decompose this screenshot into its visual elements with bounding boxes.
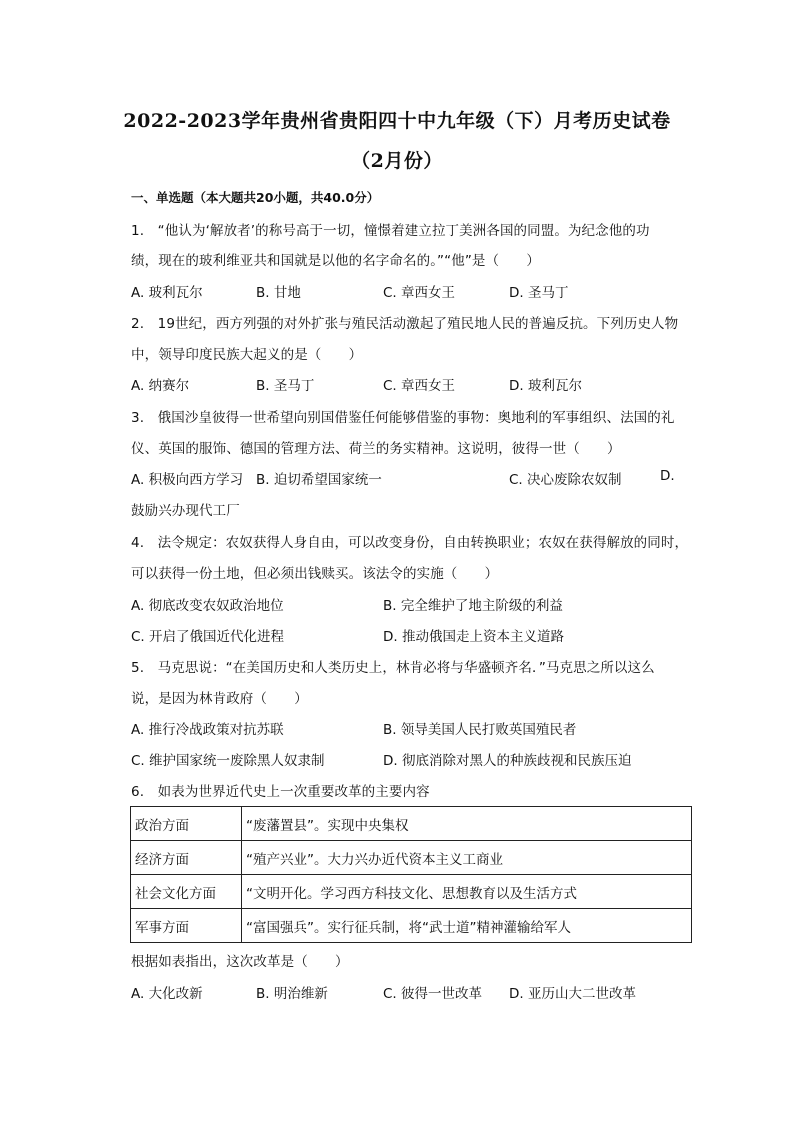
table-cell-aspect: 军事方面 <box>131 909 242 943</box>
section-heading: 一、单选题（本大题共20小题，共40.0分） <box>131 190 380 205</box>
question-1-option-a[interactable]: A. 玻利瓦尔 <box>131 285 203 301</box>
question-2-option-d[interactable]: D. 玻利瓦尔 <box>509 378 582 394</box>
question-2-option-a[interactable]: A. 纳赛尔 <box>131 378 190 394</box>
question-3-line-2: 仪、英国的服饰、德国的管理方法、荷兰的务实精神。这说明，彼得一世（ ） <box>131 441 621 457</box>
question-5-option-b[interactable]: B. 领导美国人民打败英国殖民者 <box>383 722 577 738</box>
question-4-line-2: 可以获得一份土地，但必须出钱赎买。该法令的实施（ ） <box>131 566 499 582</box>
reform-table <box>130 806 692 943</box>
question-5-line-1: 5. 马克思说：“在美国历史和人类历史上，林肯必将与华盛顿齐名．”马克思之所以这么 <box>131 660 655 676</box>
question-4-line-1: 4. 法令规定：农奴获得人身自由，可以改变身份，自由转换职业；农奴在获得解放的同时， <box>131 535 689 551</box>
table-cell-content: “废藩置县”。实现中央集权 <box>242 807 692 841</box>
table-row <box>131 875 692 909</box>
question-4-option-c[interactable]: C. 开启了俄国近代化进程 <box>131 629 285 645</box>
question-5-option-d[interactable]: D. 彻底消除对黑人的种族歧视和民族压迫 <box>383 753 632 769</box>
question-5-option-c[interactable]: C. 维护国家统一废除黑人奴隶制 <box>131 753 325 769</box>
question-3-option-a[interactable]: A. 积极向西方学习 <box>131 472 244 488</box>
question-4-option-a[interactable]: A. 彻底改变农奴政治地位 <box>131 598 284 614</box>
question-2-option-b[interactable]: B. 圣马丁 <box>256 378 315 394</box>
table-row <box>131 807 692 841</box>
question-2-line-2: 中，领导印度民族大起义的是（ ） <box>131 347 363 363</box>
question-3-option-d[interactable]: D. <box>660 468 675 484</box>
question-6-line-1: 6. 如表为世界近代史上一次重要改革的主要内容 <box>131 784 430 800</box>
table-cell-aspect: 政治方面 <box>131 807 242 841</box>
table-row <box>131 909 692 943</box>
question-5-option-a[interactable]: A. 推行冷战政策对抗苏联 <box>131 722 284 738</box>
question-4-option-d[interactable]: D. 推动俄国走上资本主义道路 <box>383 629 564 645</box>
table-cell-content: “富国强兵”。实行征兵制，将“武士道”精神灌输给军人 <box>242 909 692 943</box>
question-1-option-d[interactable]: D. 圣马丁 <box>509 285 569 301</box>
question-1-line-2: 绩，现在的玻利维亚共和国就是以他的名字命名的。”“他”是（ ） <box>131 253 540 269</box>
table-cell-content: “殖产兴业”。大力兴办近代资本主义工商业 <box>242 841 692 875</box>
table-cell-content: “文明开化。学习西方科技文化、思想教育以及生活方式 <box>242 875 692 909</box>
question-4-option-b[interactable]: B. 完全维护了地主阶级的利益 <box>383 598 563 614</box>
exam-title: 2022-2023学年贵州省贵阳四十中九年级（下）月考历史试卷 <box>123 110 671 132</box>
question-3-option-b[interactable]: B. 迫切希望国家统一 <box>256 472 382 488</box>
question-6-option-b[interactable]: B. 明治维新 <box>256 986 328 1002</box>
question-1-option-b[interactable]: B. 甘地 <box>256 285 301 301</box>
question-3-option-d-text[interactable]: 鼓励兴办现代工厂 <box>131 503 240 519</box>
table-row <box>131 841 692 875</box>
question-1-option-c[interactable]: C. 章西女王 <box>383 285 456 301</box>
question-5-line-2: 说，是因为林肯政府（ ） <box>131 691 308 707</box>
table-cell-aspect: 社会文化方面 <box>131 875 242 909</box>
question-2-option-c[interactable]: C. 章西女王 <box>383 378 456 394</box>
question-3-option-c[interactable]: C. 决心废除农奴制 <box>509 472 622 488</box>
question-3-line-1: 3. 俄国沙皇彼得一世希望向别国借鉴任何能够借鉴的事物：奥地利的军事组织、法国的礼 <box>131 410 675 426</box>
exam-subtitle: （2月份） <box>351 150 443 172</box>
question-6-option-a[interactable]: A. 大化改新 <box>131 986 203 1002</box>
question-6-followup: 根据如表指出，这次改革是（ ） <box>131 954 349 970</box>
question-6-option-c[interactable]: C. 彼得一世改革 <box>383 986 483 1002</box>
table-cell-aspect: 经济方面 <box>131 841 242 875</box>
question-2-line-1: 2. 19世纪，西方列强的对外扩张与殖民活动激起了殖民地人民的普遍反抗。下列历史人物 <box>131 316 679 332</box>
question-1-line-1: 1. “他认为‘解放者’的称号高于一切，憧憬着建立拉丁美洲各国的同盟。为纪念他的功 <box>131 223 650 239</box>
question-6-option-d[interactable]: D. 亚历山大二世改革 <box>509 986 636 1002</box>
